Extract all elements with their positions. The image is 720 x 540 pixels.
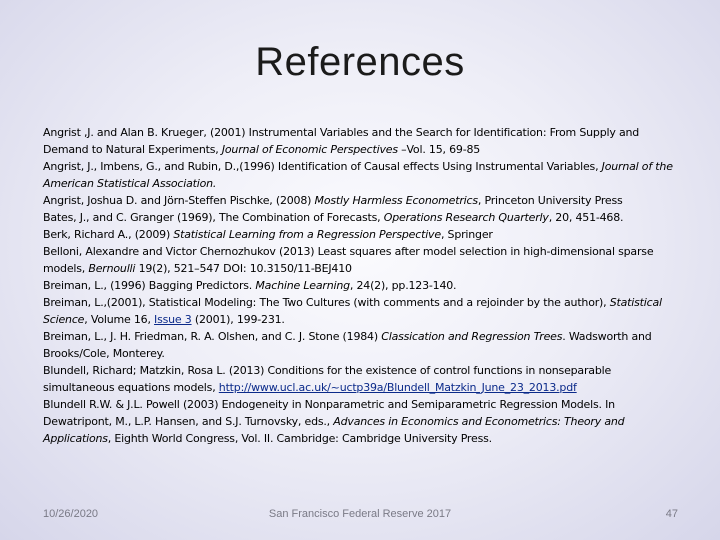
footer-date: 10/26/2020 [43,508,99,520]
reference-text: Berk, Richard A., (2009) [43,228,174,241]
reference-text: . Wadsworth and Brooks/Cole, Monterey. [43,330,652,360]
reference-text: Angrist ,J. and Alan B. Krueger, (2001) Instrumental Variables and the Search for Identification: From Supply and Demand to Natural Experiments, [43,126,640,156]
reference-item [43,396,683,447]
reference-text: , 24(2), pp.123-140. [349,279,457,292]
reference-text: Belloni, Alexandre and Victor Chernozhukov (2013) Least squares after model selection in high-dimensional sparse models, [43,245,654,275]
reference-italic-text: Mostly Harmless Econometrics [314,194,478,207]
reference-text: –Vol. 15, 69-85 [397,143,481,156]
reference-text: , Princeton University Press [477,194,623,207]
reference-item [43,243,683,277]
footer-center-text: San Francisco Federal Reserve 2017 [268,508,452,520]
reference-italic-text: Statistical Learning from a Regression Perspective [173,228,441,241]
slide-number: 47 [665,508,678,520]
reference-text: , Volume 16, [84,313,155,326]
reference-text: Angrist, J., Imbens, G., and Rubin, D.,(1996) Identification of Causal effects Using Instrumental Variables, [43,160,602,173]
reference-link[interactable]: Issue 3 [154,313,192,326]
reference-text: Breiman, L., J. H. Friedman, R. A. Olshen, and C. J. Stone (1984) [43,330,382,343]
reference-item [43,209,683,226]
reference-item [43,277,683,294]
reference-item [43,328,683,362]
reference-text: Bates, J., and C. Granger (1969), The Combination of Forecasts, [43,211,384,224]
reference-italic-text: Machine Learning [255,279,350,292]
reference-text: Breiman, L., (1996) Bagging Predictors. [43,279,256,292]
reference-italic-text: Journal of the American Statistical Association. [43,160,673,190]
reference-item [43,158,683,192]
reference-italic-text: Bernoulli [88,262,136,275]
reference-italic-text: Statistical Science [43,296,662,326]
reference-item [43,192,683,209]
reference-text: Breiman, L.,(2001), Statistical Modeling: The Two Cultures (with comments and a rejoinder by the author), [43,296,610,309]
reference-text: Angrist, Joshua D. and Jörn-Steffen Pischke, (2008) [43,194,315,207]
reference-text: 19(2), 521–547 DOI: 10.3150/11-BEJ410 [135,262,352,275]
reference-item [43,124,683,158]
reference-text: , Eighth World Congress, Vol. II. Cambridge: Cambridge University Press. [107,432,492,445]
slide-title: References [255,40,465,84]
reference-text: , Springer [440,228,493,241]
reference-item [43,362,683,396]
reference-italic-text: Operations Research Quarterly [383,211,549,224]
reference-item [43,294,683,328]
reference-italic-text: Advances in Economics and Econometrics: Theory and Applications [43,415,625,445]
reference-text: Blundell R.W. & J.L. Powell (2003) Endogeneity in Nonparametric and Semiparametric Regression Models. In Dewatripont, M., L.P. Hansen, and S.J. Turnovsky, eds., [43,398,615,428]
reference-italic-text: Journal of Economic Perspectives [221,143,398,156]
reference-text: (2001), 199-231. [191,313,285,326]
reference-list [43,124,683,447]
reference-text: , 20, 451-468. [548,211,624,224]
reference-text: Blundell, Richard; Matzkin, Rosa L. (2013) Conditions for the existence of control functions in nonseparable simultaneous equations models, [43,364,612,394]
reference-link[interactable]: http://www.ucl.ac.uk/~uctp39a/Blundell_Matzkin_June_23_2013.pdf [218,381,577,394]
reference-italic-text: Classication and Regression Trees [381,330,563,343]
reference-item [43,226,683,243]
